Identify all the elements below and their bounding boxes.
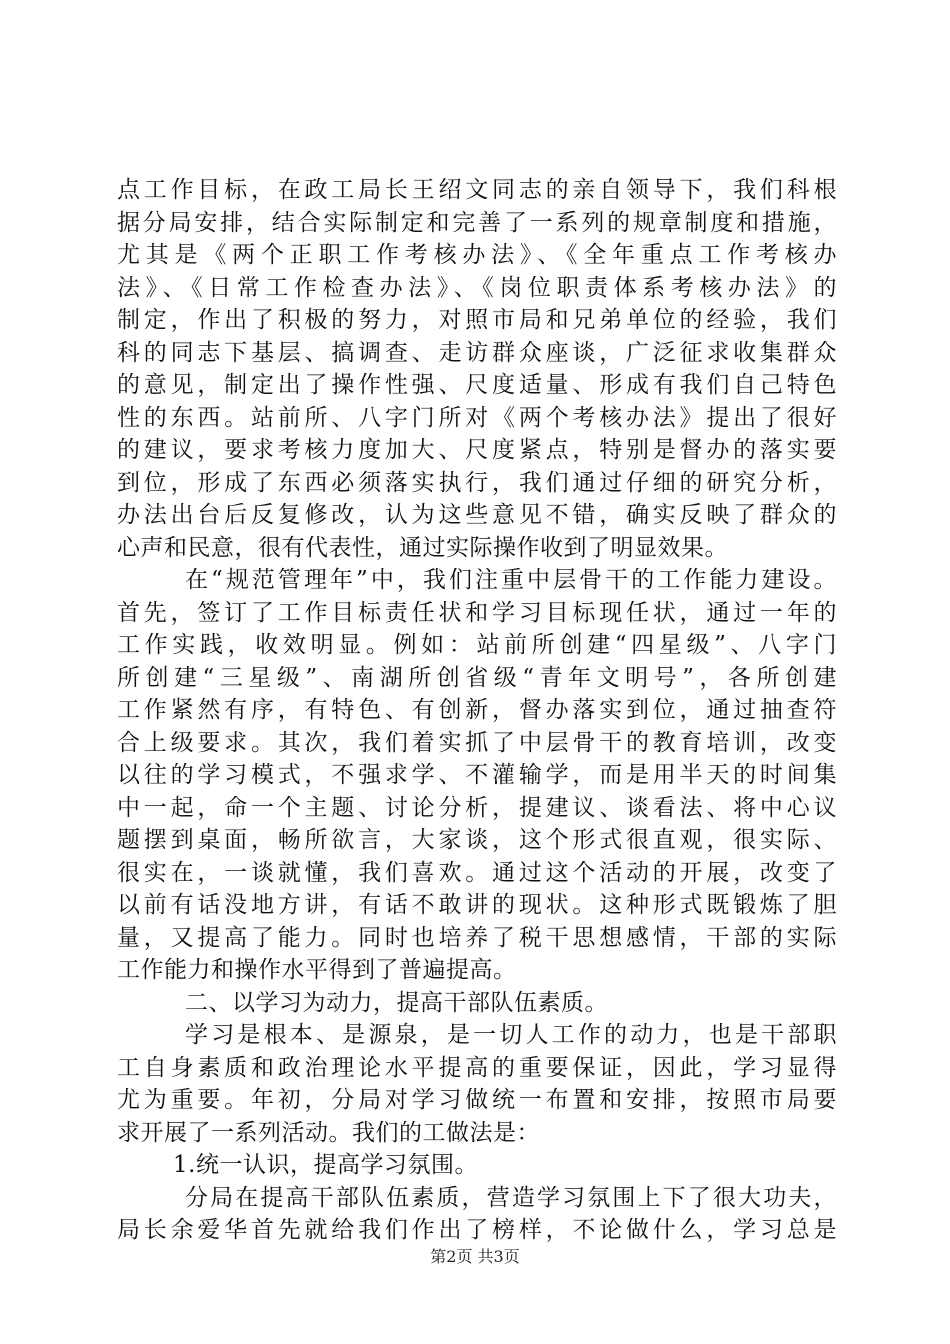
- paragraph-line: 科的同志下基层、搞调查、走访群众座谈，广泛征求收集群众: [117, 339, 837, 366]
- paragraph-line: 局长余爱华首先就给我们作出了榜样，不论做什么，学习总是: [117, 1217, 837, 1243]
- paragraph-line: 制定，作出了积极的努力，对照市局和兄弟单位的经验，我们: [117, 307, 837, 333]
- paragraph-line: 工作紧然有序，有特色、有创新，督办落实到位，通过抽查符: [117, 697, 837, 723]
- paragraph-line: 以往的学习模式，不强求学、不灌输学，而是用半天的时间集: [117, 762, 837, 788]
- paragraph-line: 合上级要求。其次，我们着实抓了中层骨干的教育培训，改变: [117, 729, 837, 756]
- paragraph-line: 法》、《日常工作检查办法》、《岗位职责体系考核办法》的: [117, 274, 837, 301]
- page-footer: 第2页 共3页: [430, 1247, 520, 1266]
- paragraph-line: 学习是根本、是源泉，是一切人工作的动力，也是干部职: [185, 1022, 837, 1048]
- paragraph-line: 办法出台后反复修改，认为这些意见不错，确实反映了群众的: [117, 502, 837, 528]
- paragraph-line: 工作实践，收效明显。例如：站前所创建“四星级”、八字门: [117, 632, 837, 658]
- paragraph-line: 求开展了一系列活动。我们的工做法是：: [117, 1119, 540, 1146]
- paragraph-line: 首先，签订了工作目标责任状和学习目标现任状，通过一年的: [117, 599, 837, 626]
- paragraph-line: 点工作目标，在政工局长王绍文同志的亲自领导下，我们科根: [117, 177, 837, 203]
- paragraph-line: 性的东西。站前所、八字门所对《两个考核办法》提出了很好: [117, 404, 837, 431]
- section-heading: 二、以学习为动力，提高干部队伍素质。: [185, 989, 608, 1016]
- document-body: [117, 174, 837, 1247]
- paragraph-line: 工自身素质和政治理论水平提高的重要保证，因此，学习显得: [117, 1054, 837, 1081]
- paragraph-line: 到位，形成了东西必须落实执行，我们通过仔细的研究分析，: [117, 469, 837, 496]
- paragraph-line: 在“规范管理年”中，我们注重中层骨干的工作能力建设。: [185, 567, 837, 593]
- paragraph-line: 工作能力和操作水平得到了普遍提高。: [117, 957, 517, 983]
- paragraph-line: 心声和民意，很有代表性，通过实际操作收到了明显效果。: [117, 534, 728, 561]
- paragraph-line: 分局在提高干部队伍素质，营造学习氛围上下了很大功夫，: [185, 1184, 837, 1211]
- paragraph-line: 的意见，制定出了操作性强、尺度适量、形成有我们自己特色: [117, 372, 837, 398]
- paragraph-line: 据分局安排，结合实际制定和完善了一系列的规章制度和措施，: [117, 209, 837, 236]
- paragraph-line: 尤其是《两个正职工作考核办法》、《全年重点工作考核办: [117, 242, 837, 268]
- paragraph-line: 的建议，要求考核力度加大、尺度紧点，特别是督办的落实要: [117, 437, 837, 463]
- subsection-heading: 1.统一认识，提高学习氛围。: [173, 1152, 478, 1178]
- paragraph-line: 以前有话没地方讲，有话不敢讲的现状。这种形式既锻炼了胆: [117, 892, 837, 918]
- paragraph-line: 所创建“三星级”、南湖所创省级“青年文明号”，各所创建: [117, 664, 837, 691]
- paragraph-line: 题摆到桌面，畅所欲言，大家谈，这个形式很直观，很实际、: [117, 827, 837, 853]
- paragraph-line: 尤为重要。年初，分局对学习做统一布置和安排，按照市局要: [117, 1087, 837, 1113]
- paragraph-line: 中一起，命一个主题、讨论分析，提建议、谈看法、将中心议: [117, 794, 837, 821]
- paragraph-line: 很实在，一谈就懂，我们喜欢。通过这个活动的开展，改变了: [117, 859, 837, 886]
- paragraph-line: 量，又提高了能力。同时也培养了税干思想感情，干部的实际: [117, 924, 837, 951]
